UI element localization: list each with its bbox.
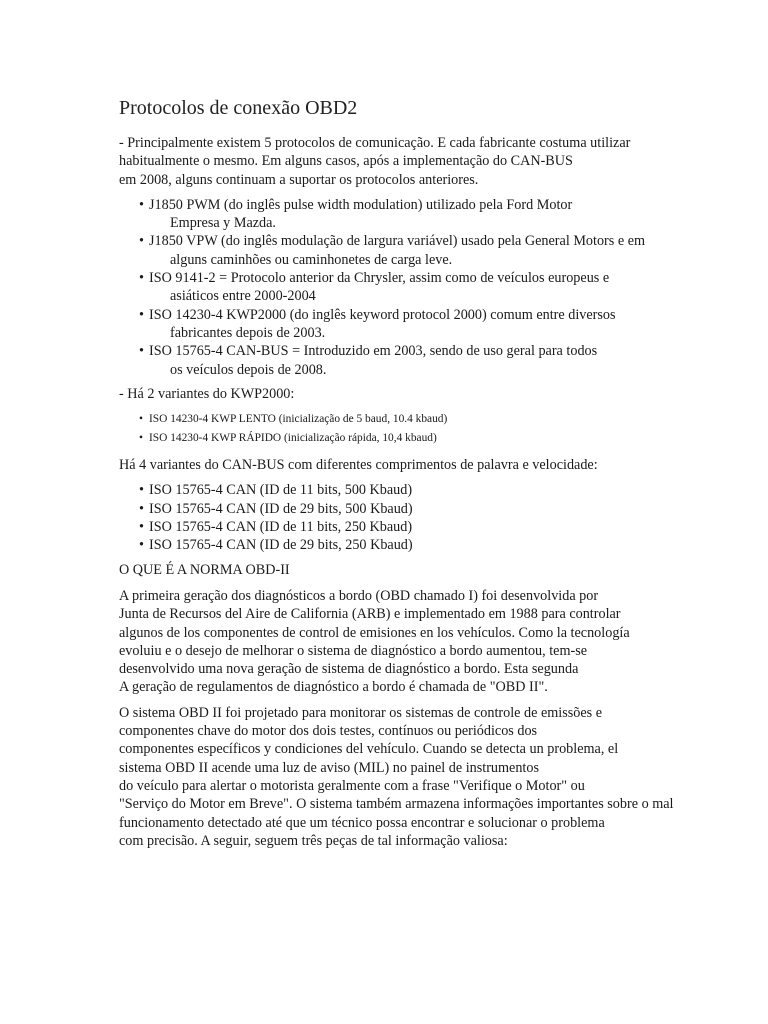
document-title: Protocolos de conexão OBD2	[119, 97, 358, 119]
paragraph-line: componentes chave do motor dos dois testes, contínuos ou periódicos dos	[119, 723, 538, 740]
paragraph-line: desenvolvido uma nova geração de sistema de diagnóstico a bordo. Esta segunda	[119, 661, 579, 678]
list-item-line: • ISO 15765-4 CAN (ID de 11 bits, 250 Kbaud)	[149, 519, 413, 536]
list-item-line: • J1850 PWM (do inglês pulse width modulation) utilizado pela Ford Motor	[149, 196, 573, 213]
list-item-line: • ISO 15765-4 CAN-BUS = Introduzido em 2003, sendo de uso geral para todos	[149, 343, 598, 360]
list-item	[141, 232, 719, 269]
list-item	[141, 500, 719, 518]
paragraph-line: funcionamento detectado até que um técnico possa encontrar e solucionar o problema	[119, 814, 605, 831]
list-item-line: • ISO 15765-4 CAN (ID de 29 bits, 500 Kbaud)	[149, 500, 413, 517]
paragraph-line: com precisão. A seguir, seguem três peças de tal informação valiosa:	[119, 832, 508, 849]
list-item-line: • ISO 14230-4 KWP LENTO (inicialização de 5 baud, 10.4 kbaud)	[149, 413, 448, 426]
protocol-list	[119, 196, 719, 379]
list-item	[141, 536, 719, 554]
list-item-line: Empresa y Mazda.	[170, 215, 276, 232]
list-item	[141, 196, 719, 233]
obd-history-paragraph	[119, 587, 719, 697]
list-item-line: • ISO 15765-4 CAN (ID de 11 bits, 500 Kbaud)	[149, 482, 413, 499]
list-item-line: • ISO 9141-2 = Protocolo anterior da Chrysler, assim como de veículos europeus e	[149, 270, 610, 287]
kwp-intro: - Há 2 variantes do KWP2000:	[119, 385, 295, 402]
intro-line: - Principalmente existem 5 protocolos de comunicação. E cada fabricante costuma utilizar	[119, 135, 631, 151]
list-item	[141, 306, 719, 343]
intro-line: em 2008, alguns continuam a suportar os protocolos anteriores.	[119, 171, 479, 188]
paragraph-line: A geração de regulamentos de diagnóstico a bordo é chamada de "OBD II".	[119, 679, 548, 696]
list-item-line: • ISO 14230-4 KWP2000 (do inglês keyword protocol 2000) comum entre diversos	[149, 306, 616, 323]
list-item	[141, 269, 719, 306]
list-item-line: asiáticos entre 2000-2004	[170, 288, 316, 305]
section-heading: O QUE É A NORMA OBD-II	[119, 561, 290, 578]
list-item-line: fabricantes depois de 2003.	[170, 324, 326, 341]
list-item	[141, 518, 719, 536]
paragraph-line: sistema OBD II acende uma luz de aviso (MIL) no painel de instrumentos	[119, 759, 539, 776]
paragraph-line: "Serviço do Motor em Breve". O sistema também armazena informações importantes sobre o mal	[119, 796, 674, 813]
paragraph-line: componentes específicos y condiciones del vehículo. Cuando se detecta un problema, el	[119, 741, 619, 758]
list-item	[141, 342, 719, 379]
can-variant-list	[119, 481, 719, 554]
paragraph-line: O sistema OBD II foi projetado para monitorar os sistemas de controle de emissões e	[119, 704, 603, 721]
paragraph-line: A primeira geração dos diagnósticos a bordo (OBD chamado I) foi desenvolvida por	[119, 587, 599, 604]
can-intro: Há 4 variantes do CAN-BUS com diferentes comprimentos de palavra e velocidade:	[119, 457, 598, 474]
list-item-line: alguns caminhões ou caminhonetes de carga leve.	[170, 251, 453, 268]
list-item	[141, 481, 719, 499]
paragraph-line: algunos de los componentes de control de emisiones en los vehículos. Como la tecnología	[119, 624, 630, 641]
document-page	[119, 96, 719, 857]
intro-line: habitualmente o mesmo. Em alguns casos, após a implementação do CAN-BUS	[119, 153, 573, 170]
paragraph-line: Junta de Recursos del Aire de California (ARB) e implementado em 1988 para controlar	[119, 606, 621, 623]
list-item-line: • ISO 15765-4 CAN (ID de 29 bits, 250 Kbaud)	[149, 537, 413, 554]
list-item	[141, 410, 719, 429]
kwp-variant-list	[119, 410, 719, 448]
paragraph-line: do veículo para alertar o motorista geralmente com a frase "Verifique o Motor" ou	[119, 777, 585, 794]
obd-system-paragraph	[119, 704, 719, 850]
list-item-line: os veículos depois de 2008.	[170, 361, 327, 378]
list-item-line: • J1850 VPW (do inglês modulação de largura variável) usado pela General Motors e em	[149, 233, 646, 250]
intro-paragraph	[119, 134, 719, 189]
paragraph-line: evoluiu e o desejo de melhorar o sistema de diagnóstico a bordo aumentou, tem-se	[119, 642, 588, 659]
list-item	[141, 429, 719, 448]
list-item-line: • ISO 14230-4 KWP RÁPIDO (inicialização rápida, 10,4 kbaud)	[149, 432, 437, 445]
